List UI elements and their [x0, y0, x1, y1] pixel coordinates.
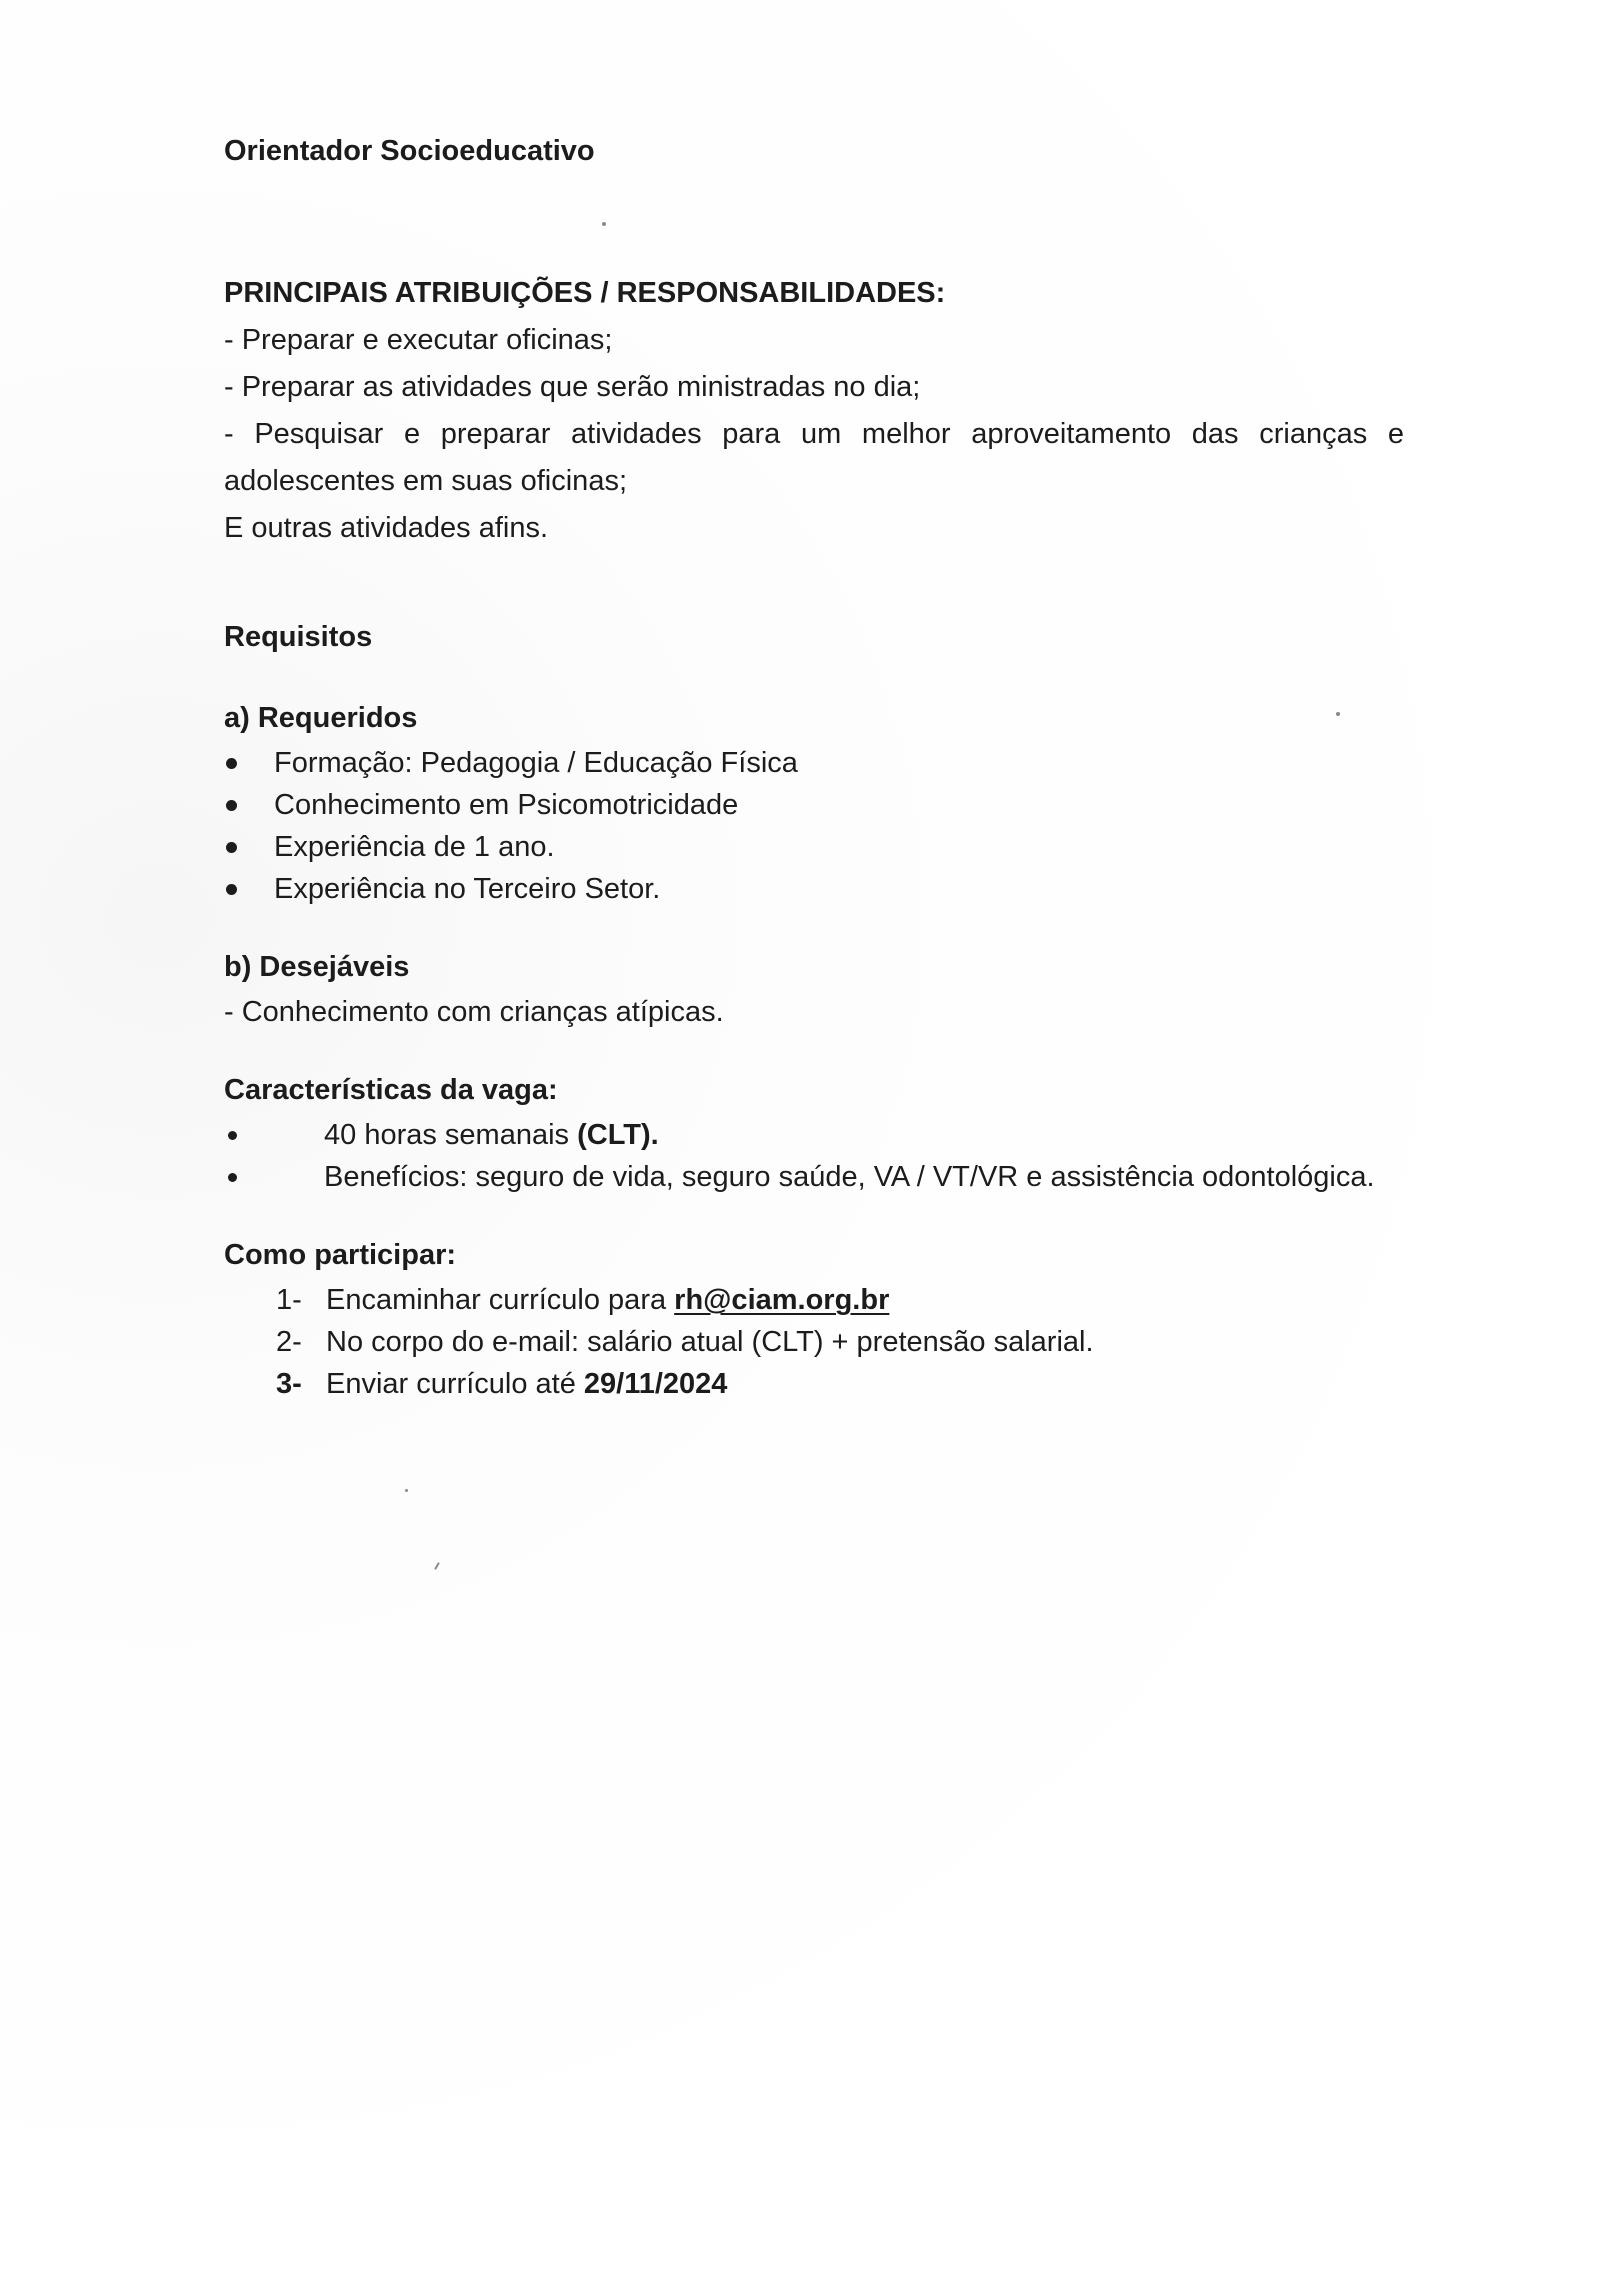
desirable-heading: b) Desejáveis — [224, 951, 410, 983]
bullet-icon — [228, 1173, 237, 1182]
list-item-text: Experiência no Terceiro Setor. — [274, 873, 661, 905]
step-number: 1- — [276, 1284, 302, 1316]
responsibility-item: - Preparar as atividades que serão ministradas no dia; — [224, 371, 921, 403]
email-link[interactable]: rh@ciam.org.br — [674, 1284, 890, 1316]
characteristics-heading: Características da vaga: — [224, 1074, 558, 1106]
responsibility-item: - Pesquisar e preparar atividades para um melhor aproveitamento das crianças e — [224, 418, 1404, 450]
list-item — [224, 868, 1404, 910]
bullet-icon — [226, 800, 237, 811]
list-item-text: Experiência de 1 ano. — [274, 831, 555, 863]
list-item-text: Formação: Pedagogia / Educação Física — [274, 747, 798, 779]
scan-speck — [434, 1562, 440, 1570]
required-list — [224, 742, 1404, 910]
job-title: Orientador Socioeducativo — [224, 135, 595, 167]
list-item-text: Conhecimento em Psicomotricidade — [274, 789, 739, 821]
bullet-icon — [228, 1131, 237, 1140]
bullet-icon — [226, 842, 237, 853]
list-item — [224, 826, 1404, 868]
benefits-text: Benefícios: seguro de vida, seguro saúde, VA / VT/VR e assistência odontológica. — [324, 1161, 1375, 1193]
step-item — [276, 1279, 1404, 1321]
scan-speck — [405, 1489, 408, 1492]
step-text: Enviar currículo até — [326, 1368, 584, 1400]
how-to-apply-heading: Como participar: — [224, 1239, 457, 1271]
list-item — [224, 784, 1404, 826]
bullet-icon — [226, 758, 237, 769]
required-heading: a) Requeridos — [224, 702, 418, 734]
step-number: 3- — [276, 1368, 302, 1400]
contract-type: (CLT). — [577, 1119, 659, 1151]
step-text: Encaminhar currículo para — [326, 1284, 675, 1316]
responsibility-item-continuation: adolescentes em suas oficinas; — [224, 465, 627, 497]
list-item — [224, 1156, 1404, 1198]
list-item — [224, 1114, 1404, 1156]
deadline-date: 29/11/2024 — [583, 1368, 728, 1400]
hours-text: 40 horas semanais — [324, 1119, 570, 1151]
responsibilities-heading: PRINCIPAIS ATRIBUIÇÕES / RESPONSABILIDADES: — [224, 277, 946, 309]
bullet-icon — [226, 884, 237, 895]
step-item — [276, 1363, 1404, 1405]
apply-steps — [224, 1279, 1404, 1405]
step-text: No corpo do e-mail: salário atual (CLT) + pretensão salarial. — [326, 1326, 1094, 1358]
responsibility-item: E outras atividades afins. — [224, 512, 549, 544]
list-item — [224, 742, 1404, 784]
requirements-heading: Requisitos — [224, 621, 373, 653]
characteristics-list — [224, 1114, 1404, 1198]
document-body — [224, 128, 1404, 1405]
responsibility-item: - Preparar e executar oficinas; — [224, 324, 613, 356]
desirable-item: - Conhecimento com crianças atípicas. — [224, 996, 724, 1028]
step-number: 2- — [276, 1326, 302, 1358]
step-item — [276, 1321, 1404, 1363]
